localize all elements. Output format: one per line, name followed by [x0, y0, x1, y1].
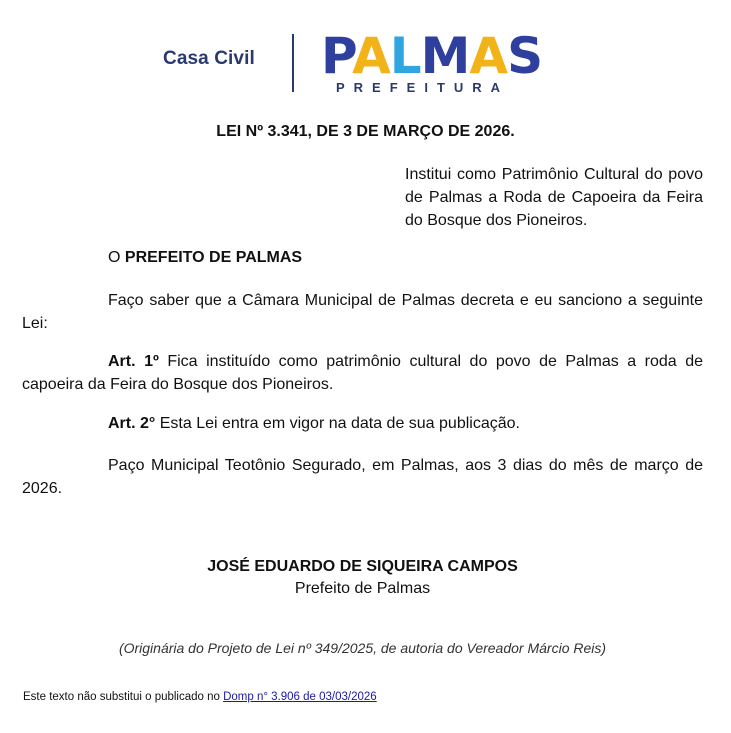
- prefeito-prefix: O: [108, 249, 125, 266]
- origin-note: (Originária do Projeto de Lei nº 349/2025, de autoria do Vereador Márcio Reis): [118, 640, 607, 656]
- logo-letter: A: [352, 27, 390, 85]
- law-ementa: Institui como Patrimônio Cultural do povo de Palmas a Roda de Capoeira da Feira do Bosque dos Pioneiros.: [405, 166, 703, 229]
- footer-disclaimer: [23, 691, 377, 703]
- logo-letter: S: [507, 27, 543, 85]
- page-header: [0, 28, 731, 98]
- logo-letter: M: [420, 27, 470, 85]
- logo-letter: P: [321, 27, 353, 85]
- signatory-name: JOSÉ EDUARDO DE SIQUEIRA CAMPOS: [207, 558, 518, 575]
- signatory-role: Prefeito de Palmas: [294, 580, 431, 597]
- article-2-text: Esta Lei entra em vigor na data de sua publicação.: [155, 415, 520, 432]
- enactment-paragraph: Faço saber que a Câmara Municipal de Palmas decreta e eu sanciono a seguinte Lei:: [22, 292, 703, 332]
- law-title: LEI Nº 3.341, DE 3 DE MARÇO DE 2026.: [216, 123, 515, 140]
- palmas-logo: [321, 27, 543, 85]
- closing-paragraph: Paço Municipal Teotônio Segurado, em Palmas, aos 3 dias do mês de março de 2026.: [22, 457, 703, 497]
- article-1-label: Art. 1º: [108, 353, 159, 370]
- article-1-text: Fica instituído como patrimônio cultural do povo de Palmas a roda de capoeira da Feira do Bosque dos Pioneiros.: [22, 353, 703, 393]
- logo-letter: A: [469, 27, 508, 85]
- logo-letter: L: [389, 27, 421, 85]
- article-1: [22, 350, 703, 396]
- header-divider: [292, 34, 294, 92]
- logo-subtitle: PREFEITURA: [336, 80, 510, 95]
- footer-text: Este texto não substitui o publicado no: [23, 691, 224, 703]
- domp-link[interactable]: Domp n° 3.906 de 03/03/2026: [223, 691, 377, 703]
- article-2: [22, 412, 703, 435]
- prefeito-paragraph: [22, 246, 703, 269]
- department-name: Casa Civil: [163, 48, 255, 69]
- article-2-label: Art. 2°: [108, 415, 156, 432]
- prefeito-title: PREFEITO DE PALMAS: [124, 249, 303, 266]
